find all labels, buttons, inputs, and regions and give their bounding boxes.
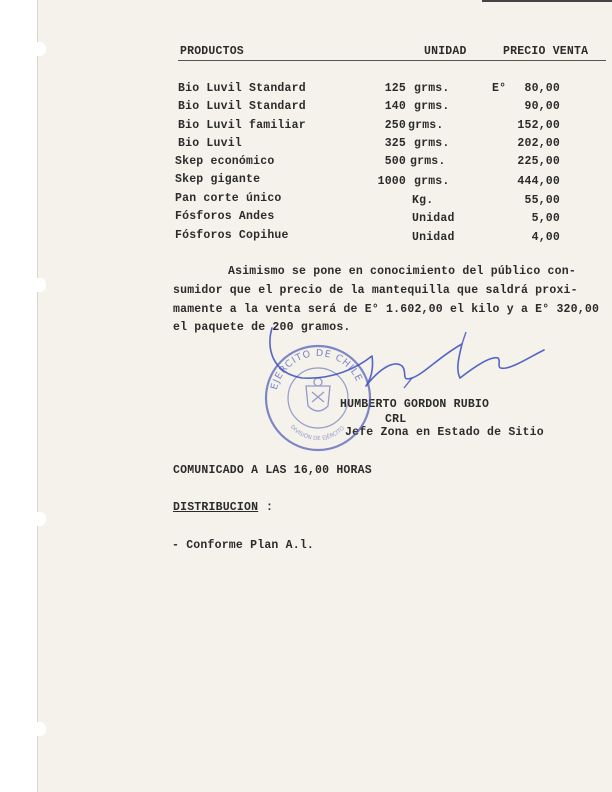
- product-qty: 325: [384, 137, 406, 150]
- communicated-time: COMUNICADO A LAS 16,00 HORAS: [173, 464, 372, 477]
- product-qty: 250: [384, 119, 406, 132]
- product-price: 5,00: [531, 212, 560, 225]
- product-unit: Kg.: [412, 194, 434, 207]
- header-unit: UNIDAD: [424, 45, 467, 58]
- product-name: Skep gigante: [175, 173, 261, 186]
- product-name: Bio Luvil: [178, 137, 242, 150]
- torn-edge: [30, 722, 46, 736]
- torn-edge: [30, 512, 46, 526]
- product-name: Bio Luvil Standard: [178, 82, 306, 95]
- product-unit: Unidad: [412, 212, 455, 225]
- stamp-top-text: EJERCITO DE CHILE: [268, 347, 365, 391]
- product-name: Bio Luvil Standard: [178, 100, 306, 113]
- product-unit: grms.: [414, 100, 450, 113]
- product-qty: 500: [384, 155, 406, 168]
- product-price: 202,00: [517, 137, 560, 150]
- signatory-rank: CRL: [385, 413, 407, 426]
- product-unit: grms.: [408, 119, 444, 132]
- product-price: 152,00: [517, 119, 560, 132]
- currency-symbol: E°: [492, 82, 507, 95]
- product-name: Skep económico: [175, 155, 275, 168]
- product-unit: grms.: [414, 137, 450, 150]
- paragraph-line: el paquete de 200 gramos.: [173, 321, 351, 334]
- product-unit: Unidad: [412, 231, 455, 244]
- product-unit: grms.: [410, 155, 446, 168]
- header-products: PRODUCTOS: [180, 45, 244, 58]
- product-name: Bio Luvil familiar: [178, 119, 306, 132]
- paragraph-line: Asimismo se pone en conocimiento del público con-: [228, 265, 576, 278]
- header-rule: [178, 60, 606, 61]
- product-price: 90,00: [524, 100, 560, 113]
- distribution-item: - Conforme Plan A.l.: [172, 539, 315, 552]
- product-price: 4,00: [531, 231, 560, 244]
- header-price: PRECIO VENTA: [503, 45, 589, 58]
- distribution-heading: DISTRIBUCION: [173, 501, 259, 514]
- product-unit: grms.: [414, 175, 450, 188]
- product-unit: grms.: [414, 82, 450, 95]
- svg-text:DIVISIÓN DE EJÉRCITO: [289, 424, 347, 442]
- stamp-bottom-text: DIVISIÓN DE EJÉRCITO: [288, 424, 346, 443]
- product-price: 225,00: [517, 155, 560, 168]
- torn-edge: [30, 42, 46, 56]
- torn-edge: [30, 278, 46, 292]
- paragraph-line: mamente a la venta será de E° 1.602,00 el kilo y a E° 320,00: [173, 303, 600, 316]
- handwritten-signature: [262, 308, 552, 408]
- distribution-colon: :: [266, 501, 274, 514]
- product-price: 444,00: [517, 175, 560, 188]
- product-qty: 140: [384, 100, 406, 113]
- product-price: 55,00: [524, 194, 560, 207]
- product-price: 80,00: [524, 82, 560, 95]
- product-name: Fósforos Andes: [175, 210, 275, 223]
- signatory-name: HUMBERTO GORDON RUBIO: [340, 398, 490, 411]
- top-underline: [482, 0, 612, 2]
- product-qty: 125: [384, 82, 406, 95]
- signatory-title: Jefe Zona en Estado de Sitio: [345, 426, 544, 439]
- product-name: Pan corte único: [175, 192, 282, 205]
- product-qty: 1000: [377, 175, 406, 188]
- paragraph-line: sumidor que el precio de la mantequilla que saldrá proxi-: [173, 284, 578, 297]
- product-name: Fósforos Copihue: [175, 229, 289, 242]
